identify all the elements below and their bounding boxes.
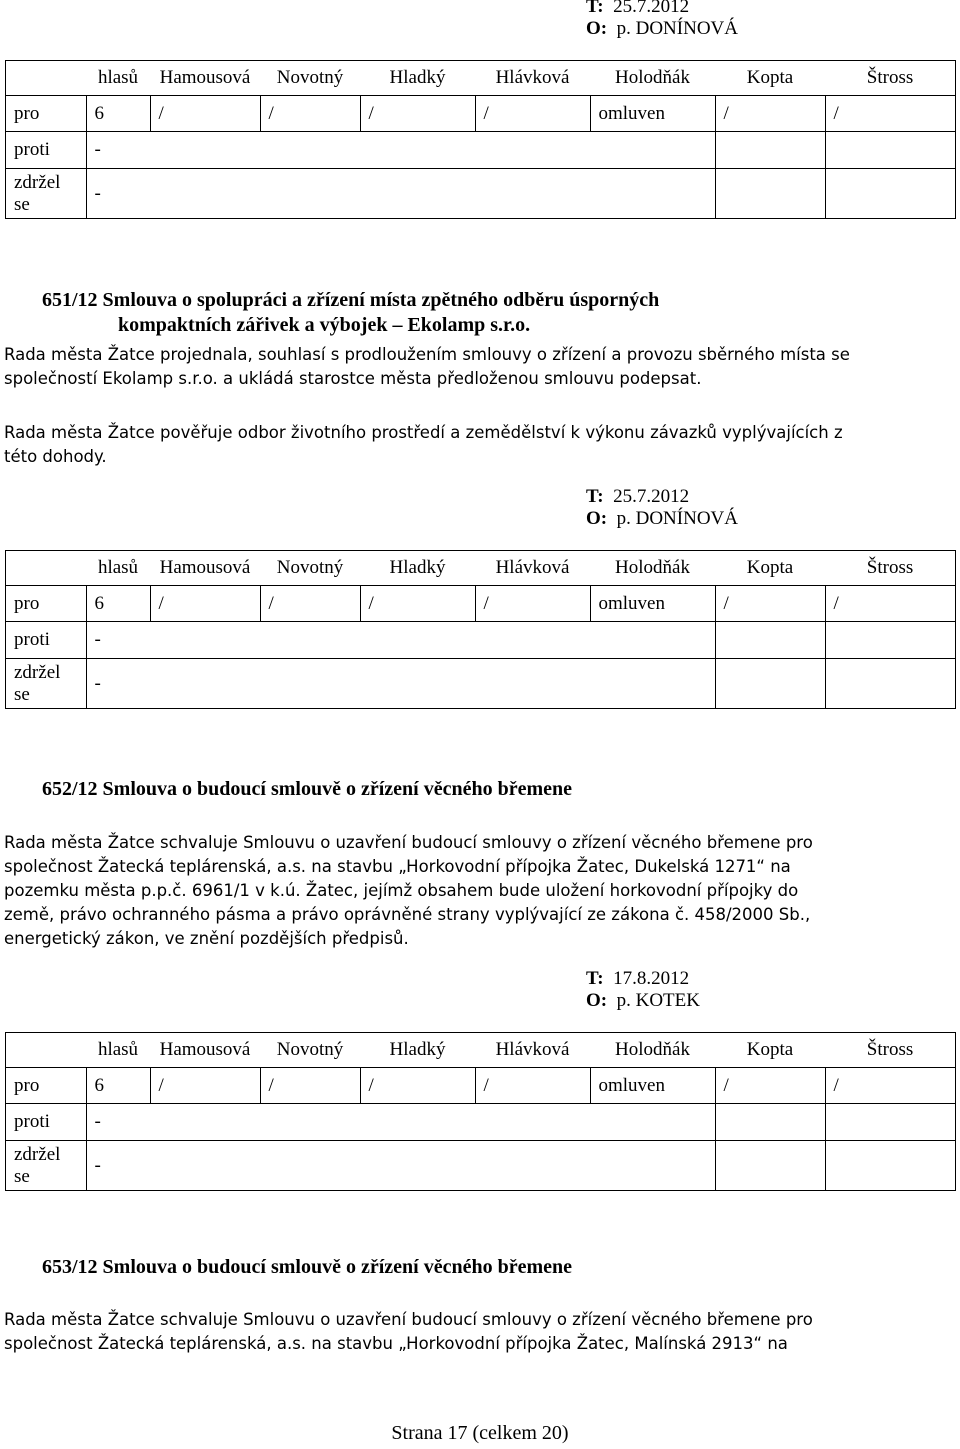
vote-row-label: zdržel se [6, 169, 87, 219]
paragraph-line: Rada města Žatce schvaluje Smlouvu o uzavření budoucí smlouvy o zřízení věcného břemene pro [4, 1310, 813, 1329]
paragraph-line: pozemku města p.p.č. 6961/1 v k.ú. Žatec, jejímž obsahem bude uložení horkovodní přípojky do [4, 881, 799, 900]
vote-cell: / [150, 96, 260, 132]
vote-header: Štross [866, 67, 914, 88]
item-heading: 651/12 Smlouva o spolupráci a zřízení místa zpětného odběru úsporných [42, 289, 660, 311]
deadline-block-top [586, 0, 738, 40]
paragraph-line: této dohody. [4, 447, 107, 466]
vote-cell: / [360, 96, 475, 132]
vote-header: hlasů [97, 67, 139, 88]
paragraph-line: Rada města Žatce projednala, souhlasí s prodloužením smlouvy o zřízení a provozu sběrného místa se [4, 345, 850, 364]
vote-table-1 [5, 60, 956, 219]
vote-cell: omluven [590, 96, 715, 132]
deadline-block: T: 17.8.2012 O: p. KOTEK [586, 968, 700, 1011]
deadline-block: T: 25.7.2012 O: p. DONÍNOVÁ [586, 486, 738, 529]
paragraph-line: Rada města Žatce pověřuje odbor životního prostředí a zemědělství k výkonu závazků vyplývajících z [4, 423, 843, 442]
vote-header: Hladký [389, 67, 446, 88]
paragraph-line: energetický zákon, ve znění pozdějších předpisů. [4, 929, 409, 948]
vote-table-3: hlasů Hamousová Novotný Hladký Hlávková Holodňák Kopta Štross pro 6 / / / / omluven / / proti - zdržel se - [5, 1032, 956, 1191]
vote-cell: / [475, 96, 590, 132]
paragraph-line: společností Ekolamp s.r.o. a ukládá starostce města předloženou smlouvu podepsat. [4, 369, 702, 388]
vote-cell: - [86, 169, 715, 219]
paragraph-line: Rada města Žatce schvaluje Smlouvu o uzavření budoucí smlouvy o zřízení věcného břemene pro [4, 833, 813, 852]
vote-cell: 6 [86, 96, 150, 132]
vote-row-label: pro [6, 96, 87, 132]
vote-header: Hamousová [159, 67, 251, 88]
vote-row-label: proti [6, 132, 87, 169]
vote-cell: / [715, 96, 825, 132]
item-heading: kompaktních zářivek a výbojek – Ekolamp s.r.o. [118, 314, 531, 336]
paragraph-line: společnost Žatecká teplárenská, a.s. na stavbu „Horkovodní přípojka Žatec, Malínská 2913“ na [4, 1334, 788, 1353]
vote-table-2: hlasů Hamousová Novotný Hladký Hlávková Holodňák Kopta Štross pro 6 / / / / omluven / / proti - zdržel se - [5, 550, 956, 709]
page-footer: Strana 17 (celkem 20) [391, 1422, 569, 1444]
vote-header: Novotný [276, 67, 344, 88]
responsible-value: p. DONÍNOVÁ [616, 18, 738, 39]
vote-cell: / [260, 96, 360, 132]
item-heading: 652/12 Smlouva o budoucí smlouvě o zřízení věcného břemene [42, 778, 572, 800]
vote-header: Kopta [746, 67, 794, 88]
vote-header: Hlávková [495, 67, 570, 88]
vote-cell: - [86, 132, 715, 169]
deadline-label: T: [586, 0, 604, 17]
deadline-value: 25.7.2012 [613, 0, 690, 17]
vote-cell: / [825, 96, 956, 132]
vote-header: Holodňák [615, 67, 690, 88]
paragraph-line: země, právo ochranného pásma a právo oprávněné strany vyplývající ze zákona č. 458/2000 Sb., [4, 905, 811, 924]
item-heading: 653/12 Smlouva o budoucí smlouvě o zřízení věcného břemene [42, 1256, 572, 1278]
paragraph-line: společnost Žatecká teplárenská, a.s. na stavbu „Horkovodní přípojka Žatec, Dukelská 1271“ na [4, 857, 791, 876]
responsible-label: O: [586, 18, 608, 39]
